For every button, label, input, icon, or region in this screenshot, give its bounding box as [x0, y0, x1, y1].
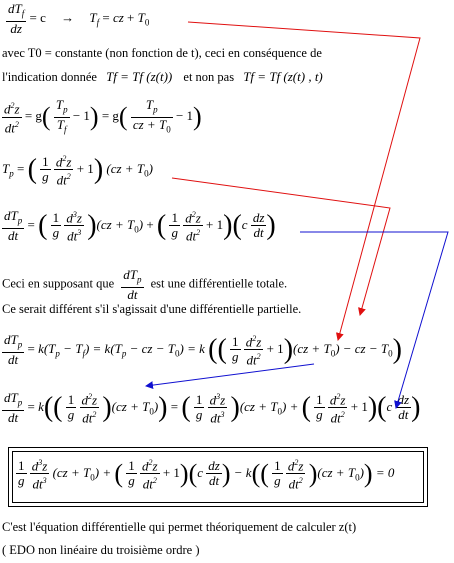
equation-1: $\frac{dT_f}{dz}$ = $c \to T_f$ = cz + $T_0$	[8, 1, 150, 36]
equation-2: $\frac{d^2z}{dt^2}$ = g( $\frac{T_p}{T_f}$ − 1) = g( $\frac{T_p}{cz + T_0}$ − 1)	[4, 97, 202, 135]
blue-arrow-dtp	[300, 232, 448, 408]
equation-5: $\frac{dT_p}{dt}$ = $k(T_p - T_f) = k(T_p$ − cz − $T_0) = k$ (( $\frac{1}{g}$ $\frac{d^2z}{dt^2}$ + $1)(cz + T_0)$ − cz − $T_0$)	[4, 332, 402, 368]
equation-3: $T_p$ = ( $\frac{1}{g}$ $\frac{d^2z}{dt^2}$ + 1) $(cz + T_0)$	[2, 153, 153, 188]
equation-final: $\frac{1}{g}$ $\frac{d^3z}{dt^3}$ $(cz + T_0)$ + ( $\frac{1}{g}$ $\frac{d^2z}{dt^2}$ + 1)(c $\frac{dz}{dt}$ ) − k(( $\frac{1}{g}$ $\frac{d^2z}{dt^2}$ )$(cz + T_0)) = 0$	[18, 458, 395, 492]
text-supposant-a: Ceci en supposant que	[2, 276, 115, 291]
text-et-non-pas: et non pas	[183, 70, 235, 84]
equation-6: $\frac{dT_p}{dt}$ = k(( $\frac{1}{g}$ $\frac{d^2z}{dt^2}$ )$(cz + T_0)$) = ( $\frac{1}{g}$ $\frac{d^3z}{dt^3}$ )$(cz + T_0)$ + ( $\frac{1}{g}$ $\frac{d^2z}{dt^2}$ + 1)(c $\frac{dz}{dt}$ )	[4, 390, 421, 426]
text-supposant-b: est une différentielle totale.	[150, 276, 288, 291]
red-arrow-tp	[172, 178, 390, 315]
equation-4: $\frac{dT_p}{dt}$ = ( $\frac{1}{g}$ $\frac{d^3z}{dt^3}$ )$(cz + T_0)$ + ( $\frac{1}{g}$ $\frac{d^2z}{dt^2}$ + 1)(c $\frac{dz}{dt}$ )	[4, 208, 276, 244]
text-avec: avec T0 = constante (non fonction de t), ceci en conséquence de	[2, 46, 322, 60]
arrow-icon: →	[61, 9, 75, 25]
text-partielle: Ce serait différent s'il s'agissait d'une différentielle partielle.	[2, 302, 302, 316]
red-arrow-tf	[188, 22, 420, 340]
text-indication-a: l'indication donnée	[2, 70, 97, 84]
text-supposant: Ceci en supposant que $\frac{dT_p}{dt}$ est une différentielle totale.	[2, 267, 288, 302]
blue-arrow-k	[146, 364, 314, 386]
eq1-equals-c: = c	[29, 9, 46, 25]
tf-of-z: Tf = Tf (z(t))	[106, 69, 173, 84]
text-conclusion: C'est l'équation différentielle qui permet théoriquement de calculer z(t)	[2, 520, 357, 534]
tf-of-z-t: Tf = Tf (z(t) , t)	[243, 69, 323, 84]
text-edo: ( EDO non linéaire du troisième ordre )	[2, 543, 200, 557]
